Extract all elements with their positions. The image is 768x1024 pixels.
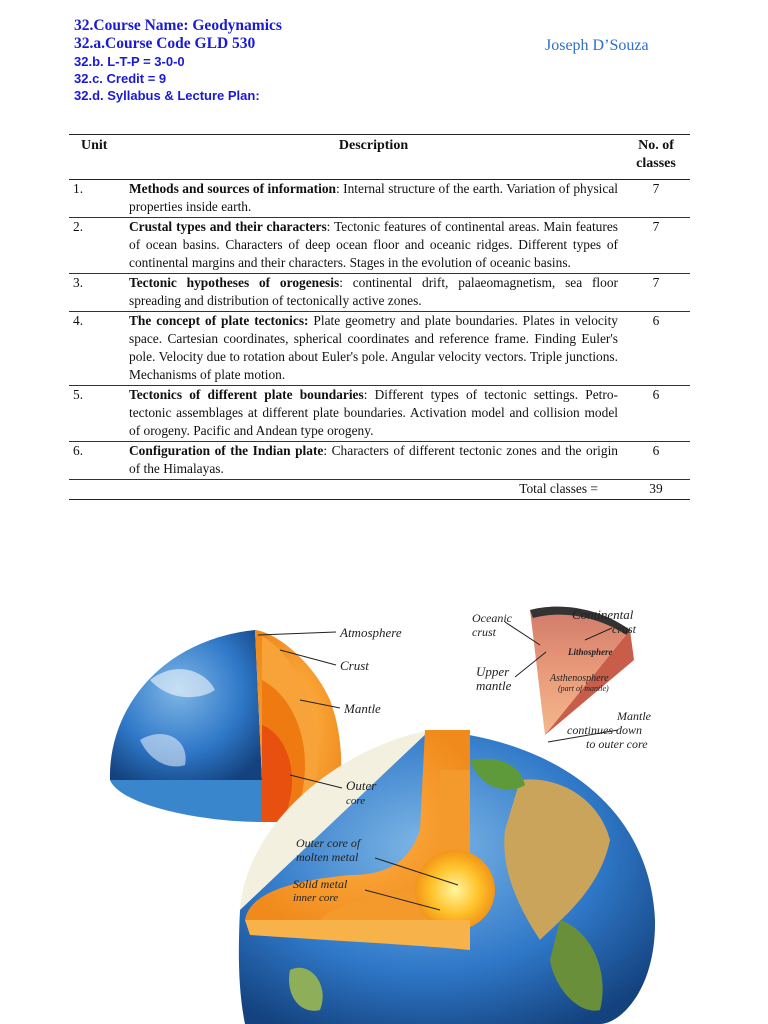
course-header bbox=[74, 17, 282, 104]
col-header-unit: Unit bbox=[69, 135, 125, 180]
label-mantle-continues-3: to outer core bbox=[586, 737, 648, 751]
label-outer-core-molten-1: Outer core of bbox=[296, 836, 361, 850]
unit-title: Crustal types and their characters bbox=[129, 219, 327, 234]
total-spacer bbox=[69, 480, 125, 500]
syllabus-table bbox=[69, 134, 690, 500]
unit-classes: 6 bbox=[622, 442, 690, 480]
total-row bbox=[69, 480, 690, 500]
unit-classes: 7 bbox=[622, 274, 690, 312]
label-upper-mantle-1: Upper bbox=[476, 664, 510, 679]
ltp: 32.b. L-T-P = 3-0-0 bbox=[74, 54, 185, 69]
label-outer-core-1: Outer bbox=[346, 778, 377, 793]
course-code: 32.a.Course Code GLD 530 bbox=[74, 35, 256, 52]
inner-core-shape bbox=[415, 850, 495, 930]
unit-description bbox=[125, 386, 622, 442]
unit-text: : Different types of tectonic settings. Petro-tectonic assemblages at different plate boundaries. Activation model and collision model of orogeny. Pacific and Andean type orogeny. bbox=[129, 387, 618, 438]
col-header-classes-line2: classes bbox=[636, 156, 676, 171]
author-name: Joseph D’Souza bbox=[545, 37, 649, 54]
course-name: 32.Course Name: Geodynamics bbox=[74, 17, 282, 34]
unit-classes: 6 bbox=[622, 386, 690, 442]
col-header-classes bbox=[622, 135, 690, 180]
label-mantle-continues-2: continues down bbox=[567, 723, 642, 737]
unit-title: Tectonics of different plate boundaries bbox=[129, 387, 364, 402]
unit-classes: 7 bbox=[622, 180, 690, 218]
table-header-row bbox=[69, 135, 690, 180]
unit-number: 2. bbox=[69, 218, 125, 274]
table-row bbox=[69, 386, 690, 442]
table-row bbox=[69, 218, 690, 274]
table-row bbox=[69, 180, 690, 218]
unit-text: : Tectonic features of continental areas. Main features of ocean basins. Characters of deep ocean floor and oceanic ridges. Different types of continental margins and their characters. Stages in the evolution of oceanic basins. bbox=[129, 219, 618, 270]
total-value: 39 bbox=[622, 480, 690, 500]
label-mantle: Mantle bbox=[344, 701, 381, 716]
unit-classes: 6 bbox=[622, 312, 690, 386]
credit: 32.c. Credit = 9 bbox=[74, 71, 167, 86]
label-asthenosphere-note: (part of mantle) bbox=[558, 684, 609, 693]
label-asthenosphere: Asthenosphere bbox=[550, 673, 609, 684]
unit-description bbox=[125, 274, 622, 312]
unit-text: : Internal structure of the earth. Variation of physical properties inside earth. bbox=[129, 181, 618, 214]
unit-text: : Characters of different tectonic zones and the origin of the Himalayas. bbox=[129, 443, 619, 476]
unit-number: 3. bbox=[69, 274, 125, 312]
unit-text: Plate geometry and plate boundaries. Plates in velocity space. Cartesian coordinates, spherical coordinates and reference frame. Finding Euler's pole. Velocity due to rotation about Euler's pole. Angular velocity vectors. Triple junctions. Mechanisms of plate motion. bbox=[129, 313, 619, 382]
table-row bbox=[69, 274, 690, 312]
unit-classes: 7 bbox=[622, 218, 690, 274]
label-inner-core-2: inner core bbox=[293, 892, 339, 904]
unit-description bbox=[125, 442, 622, 480]
label-oceanic-crust-1: Oceanic bbox=[472, 611, 512, 625]
table-row bbox=[69, 312, 690, 386]
unit-title: Configuration of the Indian plate bbox=[129, 443, 324, 458]
unit-description bbox=[125, 218, 622, 274]
label-outer-core-molten-2: molten metal bbox=[296, 850, 359, 864]
unit-title: The concept of plate tectonics: bbox=[129, 313, 309, 328]
unit-description bbox=[125, 312, 622, 386]
label-oceanic-crust-2: crust bbox=[472, 625, 496, 639]
unit-title: Methods and sources of information bbox=[129, 181, 336, 196]
unit-number: 1. bbox=[69, 180, 125, 218]
unit-number: 6. bbox=[69, 442, 125, 480]
table-row bbox=[69, 442, 690, 480]
earth-structure-figure bbox=[0, 590, 768, 1024]
label-continental-crust-1: Continental bbox=[572, 607, 634, 622]
unit-title: Tectonic hypotheses of orogenesis bbox=[129, 275, 340, 290]
unit-number: 4. bbox=[69, 312, 125, 386]
label-upper-mantle-2: mantle bbox=[476, 678, 512, 693]
label-atmosphere: Atmosphere bbox=[340, 625, 402, 640]
label-outer-core-2: core bbox=[346, 795, 366, 807]
label-inner-core-1: Solid metal bbox=[293, 877, 348, 891]
label-lithosphere: Lithosphere bbox=[568, 647, 613, 657]
col-header-classes-line1: No. of bbox=[638, 138, 674, 153]
unit-number: 5. bbox=[69, 386, 125, 442]
label-continental-crust-2: crust bbox=[612, 622, 636, 636]
total-label: Total classes = bbox=[125, 480, 622, 500]
unit-description bbox=[125, 180, 622, 218]
unit-text: : continental drift, palaeomagnetism, sea floor spreading and distribution of tectonically active zones. bbox=[129, 275, 618, 308]
label-crust: Crust bbox=[340, 658, 369, 673]
label-mantle-continues-1: Mantle bbox=[617, 709, 651, 723]
syllabus-heading: 32.d. Syllabus & Lecture Plan: bbox=[74, 88, 260, 103]
col-header-description: Description bbox=[125, 135, 622, 180]
